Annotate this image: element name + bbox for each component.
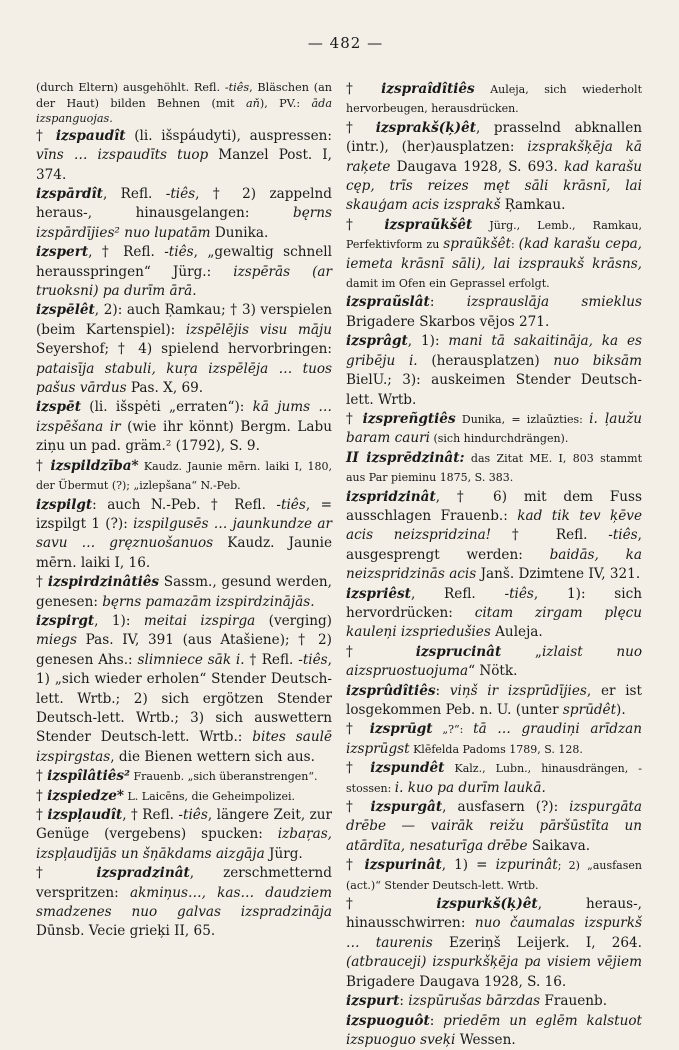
example-text: akmiņus…, kas… daudziem smadzenes nuo galvas izspradzināja — [36, 885, 332, 920]
dictionary-entry — [36, 496, 332, 574]
definition-text: † — [346, 120, 376, 136]
dictionary-entry — [346, 643, 642, 682]
definition-text: Pas. X, 69. — [127, 380, 204, 396]
definition-text: , Refl. — [103, 186, 166, 202]
definition-text: † — [346, 857, 365, 873]
definition-text: † — [36, 458, 50, 474]
definition-text: BielU.; 3): auskeimen Stender Deutsch-lett. Wrtb. — [346, 372, 642, 407]
example-text: izsprakšķēja kā raķete — [346, 139, 642, 174]
headword: izsprakš(ķ)êt — [376, 120, 476, 136]
example-text: -tiês — [298, 652, 327, 668]
headword: izspārdît — [36, 186, 103, 202]
definition-text: Ezeriņš Leijerk. I, 264. — [433, 935, 642, 951]
definition-text: Saikava. — [528, 838, 591, 854]
note-text: „?“: — [433, 723, 474, 736]
headword: izspurt — [346, 993, 399, 1009]
dictionary-entry — [36, 185, 332, 243]
definition-text: (verging) — [255, 613, 332, 629]
dictionary-entry — [36, 573, 332, 612]
definition-text: , † Refl. — [88, 244, 164, 260]
example-text: tā … graudiņi arīdzan izsprūgst — [346, 721, 642, 756]
headword: izsprucinât — [416, 644, 502, 660]
dictionary-entry — [346, 410, 642, 449]
definition-text: Brigadere Skarbos vējos 271. — [346, 314, 549, 330]
example-text: bites saulē izspirgstas — [36, 729, 332, 764]
example-text: izspurgāta drēbe — vairāk reižu pāršūstīta un atārdīta, nesaturīga drēbe — [346, 799, 642, 854]
headword: izsprâgt — [346, 333, 408, 349]
definition-text: „ — [501, 644, 542, 660]
definition-text: , 1): — [408, 333, 449, 349]
definition-text: : — [430, 294, 467, 310]
definition-text: , ausgesprengt werden: — [346, 527, 642, 562]
example-text: meitai izspirga — [144, 613, 255, 629]
note-text: : — [511, 238, 519, 251]
definition-text: Kaudz. Jaunie mērn. laiki I, 16. — [36, 535, 332, 570]
definition-text: † — [36, 768, 47, 784]
definition-text: , 2): auch Ŗamkau; † 3) verspielen (beim Kartenspiel): — [36, 302, 332, 337]
note-text: Frauenb. „sich überanstrengen“. — [130, 770, 317, 783]
definition-text: , ausfasern (?): — [442, 799, 569, 815]
definition-text: , er ist losgekommen Peb. n. U. (unter — [346, 683, 642, 718]
dictionary-entry — [346, 895, 642, 992]
headword: izspriêst — [346, 586, 411, 602]
definition-text: Wessen. — [455, 1032, 515, 1048]
definition-text: Daugava 1928, S. 693. — [390, 159, 564, 175]
definition-text: , † 2) zappelnd heraus-, hinausgelangen: — [36, 186, 332, 221]
definition-text: † — [36, 128, 56, 144]
headword: izspridzinât — [346, 489, 436, 505]
note-text: damit im Ofen ein Geprassel erfolgt. — [346, 277, 550, 290]
definition-text: † Refl. — [245, 652, 299, 668]
headword: izspuoguôt — [346, 1013, 430, 1029]
definition-text: Dunika. — [211, 225, 269, 241]
example-text: vīns … izspaudīts tuop — [36, 147, 208, 163]
definition-text: (wie ihr könnt) Bergm. Labu ziņu un pad. gräm.² (1792), S. 9. — [36, 419, 332, 454]
definition-text: , Refl. — [411, 586, 505, 602]
definition-text: † — [346, 81, 381, 97]
definition-text: , 1): — [94, 613, 144, 629]
definition-text: † — [36, 574, 48, 590]
example-text: -tiês — [608, 527, 637, 543]
example-text: baidās, ka neizspridzinās acis — [346, 547, 642, 582]
definition-text: : — [430, 1013, 443, 1029]
note-text: Dunika, = izlaūzties: — [456, 413, 590, 426]
headword: izspurinât — [365, 857, 442, 873]
definition-text: Sassm., gesund werden, genesen: — [36, 574, 332, 609]
dictionary-entry — [346, 216, 642, 294]
note-text: Kalz., Lubn., hinausdrängen, -stossen: — [346, 762, 642, 794]
dictionary-entry — [36, 127, 332, 185]
example-text: miegs — [36, 632, 77, 648]
dictionary-entry — [36, 457, 332, 496]
definition-text: (li. išspáudyti), auspressen: — [126, 128, 332, 144]
definition-text: , † 6) mit dem Fuss ausschlagen Frauenb.: — [346, 489, 642, 524]
example-text: (kad karašu cepa, iemeta krāsnī sāli), lai izspraukš krāsns, — [346, 236, 642, 271]
dictionary-entry — [36, 301, 332, 398]
definition-text: , 1): sich hervordrücken: — [346, 586, 642, 621]
note-text: (sich hindurchdrängen). — [430, 432, 568, 445]
example-text: kā jums … izspēšana ir — [36, 399, 332, 434]
definition-text: : — [436, 683, 450, 699]
example-text: izbaŗas, izspļaudījās un šņākdams aizgāja — [36, 826, 332, 861]
headword: izspildzība* — [50, 458, 138, 474]
dictionary-entry — [346, 759, 642, 798]
dictionary-entry — [346, 119, 642, 216]
definition-text: , 1) „sich wieder erholen“ Stender Deutsch-lett. Wrtb.; 2) sich ergötzen Stender Deutsch-lett. Wrtb.; 3) sich auswettern Stender Deutsch-lett. Wrtb.: — [36, 652, 332, 746]
dictionary-entry — [346, 1012, 642, 1050]
definition-text: Janš. Dzimtene IV, 321. — [476, 566, 640, 582]
dictionary-entry — [36, 767, 332, 786]
definition-text: , die Bienen wettern sich aus. — [110, 749, 315, 765]
headword: izspurgât — [370, 799, 442, 815]
dictionary-entry — [346, 585, 642, 643]
example-text: citam zirgam plęcu kauleņi izspriedušies — [346, 605, 642, 640]
definition-text: † — [36, 865, 96, 881]
headword: izspurkš(ķ)êt — [436, 896, 537, 912]
definition-text: , 1) = — [442, 857, 496, 873]
example-text: i. ļaužu baram cauri — [346, 411, 642, 446]
definition-text: † Refl. — [491, 527, 608, 543]
headword: izspirgt — [36, 613, 94, 629]
dictionary-entry — [346, 798, 642, 856]
definition-text: , „gewaltig schnell herausspringen“ Jürg.: — [36, 244, 332, 279]
definition-text: † — [346, 799, 370, 815]
definition-text: † — [346, 217, 384, 233]
note-text: Kaudz. Jaunie mērn. laiki I, 180, der Übermut (?); „izlepšana“ N.-Peb. — [36, 460, 332, 492]
definition-text: Jürg. — [265, 846, 303, 862]
definition-text: Ŗamkau. — [500, 197, 565, 213]
headword: izspraũslât — [346, 294, 430, 310]
headword: izspert — [36, 244, 88, 260]
definition-text: (herausplatzen) — [418, 353, 554, 369]
headword: izspiedze* — [47, 788, 124, 804]
example-text: izspēlējis visu māju — [186, 322, 332, 338]
example-text: kad karašu cęp, trīs reizes męt sāli krāsnī, lai skauģam acis izsprakš — [346, 159, 642, 214]
dictionary-entry — [346, 720, 642, 759]
dictionary-entry — [346, 332, 642, 410]
dictionary-entry — [36, 612, 332, 767]
dictionary-entry — [346, 293, 642, 332]
definition-text: , prasselnd abknallen (intr.), (her)ausplatzen: — [346, 120, 642, 155]
definition-text: (durch Eltern) ausgehöhlt. Refl. — [36, 81, 225, 94]
example-text: (atbrauceji) izspurkšķēja pa visiem vējiem — [346, 954, 642, 970]
definition-text: Brigadere Daugava 1928, S. 16. — [346, 974, 566, 990]
note-text: Jürg., Lemb., Ramkau, Perfektivform zu — [346, 219, 642, 251]
note-text: L. Laicēns, die Geheimpolizei. — [124, 790, 295, 803]
columns — [36, 80, 655, 1050]
definition-text: ), PV.: — [260, 97, 312, 110]
example-text: i. kuo pa durīm laukā. — [395, 780, 546, 796]
definition-text: , heraus-, hinausschwirren: — [346, 896, 642, 931]
definition-text: † — [346, 760, 370, 776]
headword: izsprûdîtiês — [346, 683, 436, 699]
headword: izspēt — [36, 399, 81, 415]
example-text: spraũkšêt — [443, 236, 511, 252]
definition-text: † — [346, 411, 363, 427]
example-text: slimniece sāk i. — [138, 652, 245, 668]
headword: izsprūgt — [370, 721, 433, 737]
example-text: priedēm un eglēm kalstuot izspuoguo sveķi — [346, 1013, 642, 1048]
example-text: āda izspanguojas. — [36, 97, 332, 126]
definition-text: (li. išspėti „erraten“): — [81, 399, 253, 415]
dictionary-entry — [346, 449, 642, 488]
note-text: Auleja, sich wiederholt hervorbeugen, herausdrücken. — [346, 83, 642, 115]
example-text: izspūrušas bārzdas — [408, 993, 540, 1009]
dictionary-entry — [346, 488, 642, 585]
dictionary-entry — [36, 864, 332, 942]
dictionary-entry — [36, 806, 332, 864]
example-text: izpurinât — [496, 857, 558, 873]
definition-text: , † Refl. — [122, 807, 178, 823]
example-text: -tiês — [164, 244, 193, 260]
right-column — [346, 80, 642, 1050]
dictionary-entry — [346, 682, 642, 721]
definition-text: : — [399, 993, 408, 1009]
definition-text: Seyershof; † 4) spielend hervorbringen: — [36, 341, 332, 357]
headword: izspļaudît — [47, 807, 122, 823]
example-text: bęrns pamazām izspirdzinājās. — [102, 594, 314, 610]
definition-text: Dūnsb. Vecie grieķi II, 65. — [36, 923, 215, 939]
example-text: nuo čaumalas izspurkš … taurenis — [346, 915, 642, 950]
example-text: viņš ir izsprūdījies — [450, 683, 587, 699]
dictionary-entry — [36, 243, 332, 301]
definition-text: Pas. IV, 391 (aus Atašiene); † 2) genesen Ahs.: — [36, 632, 332, 667]
headword: II izsprēdzinât: — [346, 450, 465, 466]
example-text: izspērās (ar truoksni) pa durīm ārā. — [36, 264, 332, 299]
example-text: -tiês — [504, 586, 533, 602]
example-text: nuo biksām — [553, 353, 642, 369]
definition-text: † — [36, 788, 47, 804]
example-text: izlaist nuo aizspruostuojuma — [346, 644, 642, 679]
dictionary-entry — [346, 992, 642, 1011]
definition-text: † — [346, 721, 370, 737]
definition-text: † — [346, 644, 416, 660]
definition-text: † — [36, 807, 47, 823]
example-text: bęrns izspārdījies² nuo lupatām — [36, 205, 332, 240]
headword: izspraîdîtiês — [381, 81, 475, 97]
definition-text: , zerschmetternd verspritzen: — [36, 865, 332, 900]
headword: izspreñgtiês — [363, 411, 456, 427]
note-text: das Zitat ME. I, 803 stammt aus Par pieminu 1875, S. 383. — [346, 452, 642, 484]
dictionary-entry — [36, 787, 332, 806]
headword: izspēlêt — [36, 302, 95, 318]
example-text: -tiês — [166, 186, 195, 202]
example-text: sprūdêt — [563, 702, 616, 718]
example-text: aň — [246, 97, 260, 110]
definition-text: Auleja. — [491, 624, 543, 640]
page-number: — 482 — — [36, 34, 655, 52]
headword: izspilgt — [36, 497, 92, 513]
dictionary-entry — [36, 80, 332, 127]
headword: izspundêt — [370, 760, 444, 776]
example-text: -tiês — [225, 81, 249, 94]
definition-text: † — [346, 896, 436, 912]
headword: izspradzinât — [96, 865, 189, 881]
definition-text: Frauenb. — [540, 993, 607, 1009]
definition-text: , längere Zeit, zur Genüge (vergebens) spucken: — [36, 807, 332, 842]
definition-text: “ Nötk. — [468, 663, 517, 679]
example-text: mani tā sakaitināja, ka es gribēju i. — [346, 333, 642, 368]
example-text: -tiês — [178, 807, 207, 823]
dictionary-entry — [36, 398, 332, 456]
dictionary-entry — [346, 856, 642, 895]
note-text: Klēfelda Padoms 1789, S. 128. — [410, 743, 583, 756]
left-column — [36, 80, 332, 1050]
headword: izspîlâtiês² — [47, 768, 130, 784]
definition-text: : auch N.-Peb. † Refl. — [92, 497, 276, 513]
headword: izspraũkšêt — [384, 217, 472, 233]
definition-text: ). — [616, 702, 626, 718]
example-text: kad tik tev ķēve acis neizspridzina! — [346, 508, 642, 543]
dictionary-entry — [346, 80, 642, 119]
note-text: ; 2) „ausfasen (act.)“ Stender Deutsch-lett. Wrtb. — [346, 859, 642, 891]
definition-text: , = izspilgt 1 (?): — [36, 497, 332, 532]
headword: izspaudît — [56, 128, 126, 144]
example-text: izspilgusēs … jaunkundze ar savu … gręznuošanuos — [36, 516, 332, 551]
example-text: izsprauslāja smieklus — [467, 294, 642, 310]
example-text: -tiês — [276, 497, 305, 513]
headword: izspirdzinâtiês — [48, 574, 159, 590]
definition-text: , Bläschen (an der Haut) bilden Behnen (mit — [36, 81, 332, 110]
definition-text: Manzel Post. I, 374. — [36, 147, 332, 182]
example-text: pataisīja stabuli, kuŗa izspēlēja … tuos pašus vārdus — [36, 361, 332, 396]
